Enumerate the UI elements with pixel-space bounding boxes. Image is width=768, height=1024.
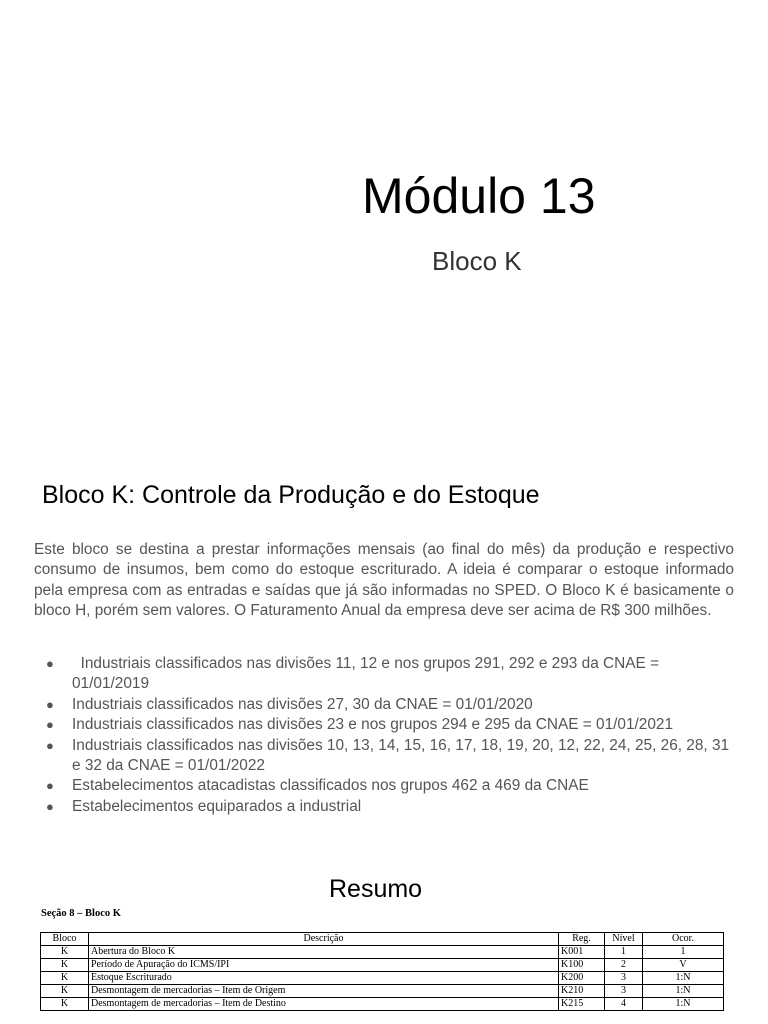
cell-nivel: 2 <box>605 959 643 972</box>
bloco-k-table <box>40 932 724 1011</box>
cell-bloco: K <box>41 946 89 959</box>
bullet-item <box>34 776 734 796</box>
cell-reg: K200 <box>559 972 605 985</box>
cell-nivel: 3 <box>605 985 643 998</box>
resumo-heading: Resumo <box>329 875 423 903</box>
section-heading: Bloco K: Controle da Produção e do Estoque <box>42 481 540 509</box>
cell-ocor: 1 <box>643 946 724 959</box>
cell-nivel: 4 <box>605 998 643 1011</box>
cell-reg: K100 <box>559 959 605 972</box>
module-title: Módulo 13 <box>362 168 596 224</box>
col-header-bloco: Bloco <box>41 933 89 946</box>
bullet-text: Industriais classificados nas divisões 10, 13, 14, 15, 16, 17, 18, 19, 20, 12, 22, 24, 25, 26, 28, 31 e 32 da CNAE = 01/01/2022 <box>72 736 730 775</box>
cell-reg: K215 <box>559 998 605 1011</box>
table-row <box>41 959 724 972</box>
cell-ocor: 1:N <box>643 985 724 998</box>
bullet-item <box>34 715 734 735</box>
bullet-dot-icon: ● <box>46 696 54 712</box>
module-subtitle: Bloco K <box>432 246 522 276</box>
table-header-row <box>41 933 724 946</box>
table-row <box>41 946 724 959</box>
bullet-item <box>34 797 734 817</box>
cell-bloco: K <box>41 972 89 985</box>
bullet-dot-icon: ● <box>46 656 54 671</box>
col-header-reg: Reg. <box>559 933 605 946</box>
secao-label: Seção 8 – Bloco K <box>41 908 121 919</box>
cell-ocor: V <box>643 959 724 972</box>
table-row <box>41 972 724 985</box>
bullet-dot-icon: ● <box>46 717 54 733</box>
table-row <box>41 998 724 1011</box>
cell-bloco: K <box>41 998 89 1011</box>
bullet-dot-icon: ● <box>46 737 54 753</box>
intro-paragraph: Este bloco se destina a prestar informações mensais (ao final do mês) da produção e respectivo consumo de insumos, bem como do estoque escriturado. A ideia é comparar o estoque informado pela empresa com as entradas e saídas que já são informadas no SPED. O Bloco K é basicamente o bloco H, porém sem valores. O Faturamento Anual da empresa deve ser acima de R$ 300 milhões. <box>34 541 734 620</box>
cell-nivel: 1 <box>605 946 643 959</box>
bullet-dot-icon: ● <box>46 798 54 814</box>
bullet-item <box>34 736 734 777</box>
cell-ocor: 1:N <box>643 972 724 985</box>
cell-ocor: 1:N <box>643 998 724 1011</box>
cell-descricao: Desmontagem de mercadorias – Item de Destino <box>89 998 559 1011</box>
bullet-text: Industriais classificados nas divisões 11, 12 e nos grupos 291, 292 e 293 da CNAE = 01/01/2019 <box>72 655 664 693</box>
cell-bloco: K <box>41 959 89 972</box>
cell-descricao: Abertura do Bloco K <box>89 946 559 959</box>
bullet-item <box>34 654 734 695</box>
bullet-text: Estabelecimentos equiparados a industrial <box>72 797 362 815</box>
bullet-dot-icon: ● <box>46 778 54 794</box>
bullet-text: Industriais classificados nas divisões 27, 30 da CNAE = 01/01/2020 <box>72 695 533 713</box>
cell-descricao: Desmontagem de mercadorias – Item de Origem <box>89 985 559 998</box>
col-header-ocor: Ocor. <box>643 933 724 946</box>
cell-descricao: Estoque Escriturado <box>89 972 559 985</box>
bullet-text: Estabelecimentos atacadistas classificados nos grupos 462 a 469 da CNAE <box>72 777 589 795</box>
bullet-list <box>34 654 734 817</box>
bullet-text: Industriais classificados nas divisões 23 e nos grupos 294 e 295 da CNAE = 01/01/2021 <box>72 716 674 734</box>
cell-nivel: 3 <box>605 972 643 985</box>
cell-reg: K001 <box>559 946 605 959</box>
cell-bloco: K <box>41 985 89 998</box>
table-row <box>41 985 724 998</box>
cell-descricao: Período de Apuração do ICMS/IPI <box>89 959 559 972</box>
col-header-nivel: Nível <box>605 933 643 946</box>
cell-reg: K210 <box>559 985 605 998</box>
col-header-descricao: Descrição <box>89 933 559 946</box>
bullet-item <box>34 695 734 715</box>
